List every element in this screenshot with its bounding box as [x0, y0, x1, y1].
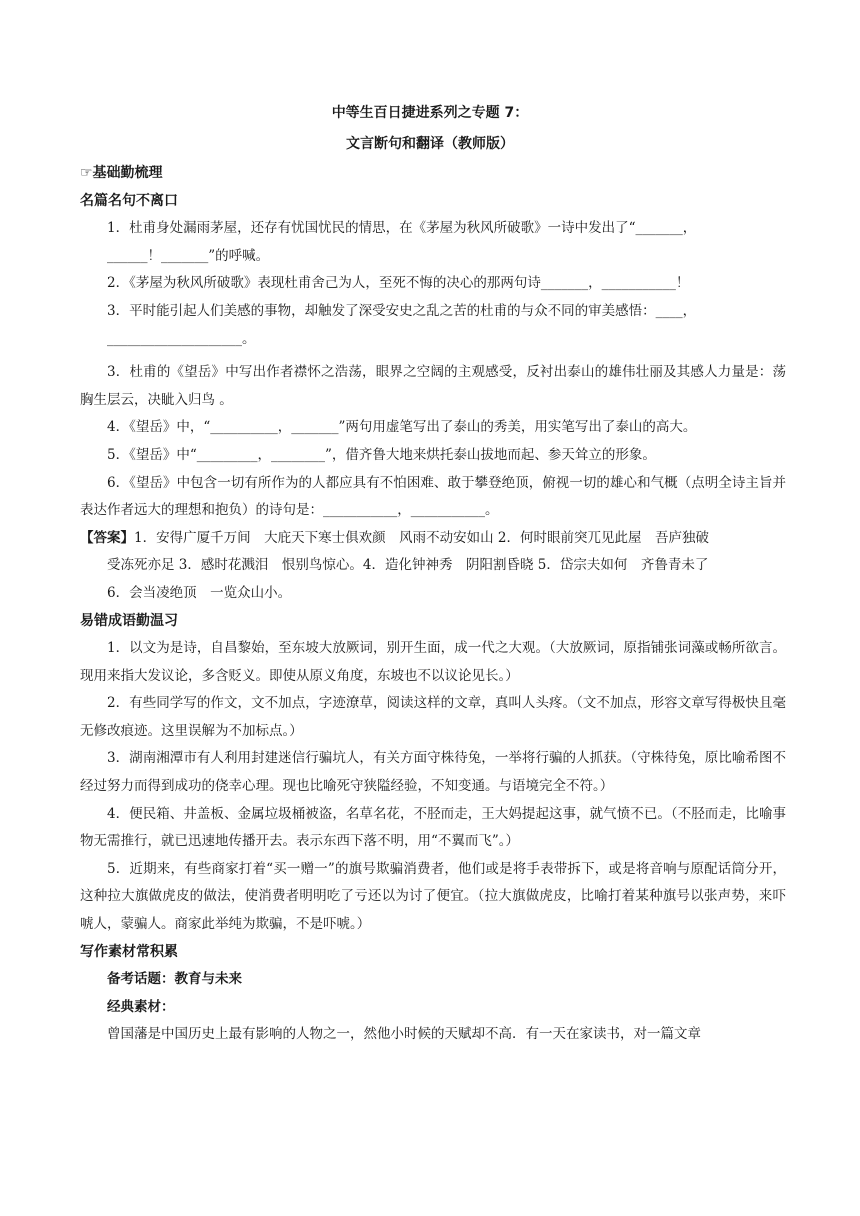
question-3b: 3．杜甫的《望岳》中写出作者襟怀之浩荡，眼界之空阔的主观感受，反衬出泰山的雄伟壮丽及其感人力量是：荡胸生层云，决眦入归鸟 。 — [80, 364, 786, 408]
question-4: 4．《望岳》中，“__________，_______”两句用虚笔写出了泰山的秀美，用实笔写出了泰山的高大。 — [107, 419, 697, 436]
answer-text-1: 1．安得广厦千万间 大庇天下寒士俱欢颜 风雨不动安如山 2．何时眼前突兀见此屋 吾庐独破 — [134, 529, 709, 546]
idiom-item-1: 1．以文为是诗，自昌黎始，至东坡大放厥词，别开生面，成一代之大观。（大放厥词，原指铺张词藻或畅所欲言。现用来指大发议论，多含贬义。即使从原义角度，东坡也不以议论见长。） — [80, 640, 786, 684]
section-heading-famous-lines: 名篇名句不离口 — [80, 192, 178, 209]
question-1-line-2: ______！_______”的呼喊。 — [107, 247, 270, 264]
question-3a-line-1: 3．平时能引起人们美感的事物，却触发了深受安史之乱之苦的杜甫的与众不同的审美感悟：____， — [107, 302, 697, 319]
document-subtitle: 文言断句和翻译（教师版） — [346, 136, 514, 152]
question-2: 2．《茅屋为秋风所破歌》表现杜甫舍己为人，至死不悔的决心的那两句诗_______，___________！ — [107, 275, 690, 292]
document-body — [80, 160, 786, 1049]
answer-label: 【答案】 — [80, 529, 134, 546]
question-1-line-1: 1．杜甫身处漏雨茅屋，还存有忧国忧民的情思，在《茅屋为秋风所破歌》一诗中发出了“_______， — [107, 220, 697, 237]
answer-line-2: 受冻死亦足 3．感时花溅泪 恨别鸟惊心。4．造化钟神秀 阴阳割昏晓 5．岱宗夫如何 齐鲁青未了 — [107, 557, 709, 574]
classic-material-label: 经典素材： — [107, 998, 175, 1015]
question-3a — [80, 298, 786, 353]
idiom-item-4: 4．便民箱、井盖板、金属垃圾桶被盗，名草名花，不胫而走，王大妈提起这事，就气愤不已。（不胫而走，比喻事物无需推行，就已迅速地传播开去。表示东西下落不明，用“不翼而飞”。） — [80, 805, 786, 850]
question-1 — [80, 215, 786, 270]
question-6: 6．《望岳》中包含一切有所作为的人都应具有不怕困难、敢于攀登绝顶，俯视一切的雄心和气概（点明全诗主旨并表达作者远大的理想和抱负）的诗句是：___________，___________。 — [80, 474, 786, 519]
question-3a-line-2: ____________________。 — [107, 330, 256, 347]
idiom-item-3: 3．湖南湘潭市有人利用封建迷信行骗坑人，有关方面守株待兔，一举将行骗的人抓获。（守株待兔，原比喻希图不经过努力而得到成功的侥幸心理。现也比喻死守狭隘经验，不知变通。与语境完全不符。） — [80, 750, 786, 795]
writing-topic: 备考话题：教育与未来 — [107, 971, 242, 988]
classic-material-text: 曾国藩是中国历史上最有影响的人物之一，然他小时候的天赋却不高．有一天在家读书，对一篇文章 — [107, 1026, 701, 1043]
answer-line-1 — [80, 525, 786, 553]
document-title: 中等生百日捷进系列之专题 7： — [331, 105, 529, 121]
idiom-item-5: 5．近期来，有些商家打着“买一赠一”的旗号欺骗消费者，他们或是将手表带拆下，或是将音响与原配话筒分开，这种拉大旗做虎皮的做法，使消费者明明吃了亏还以为讨了便宜。（拉大旗做虎皮，比喻打着某种旗号以张声势，来吓唬人，蒙骗人。商家此举纯为欺骗，不是吓唬。） — [80, 860, 786, 933]
section-heading-writing: 写作素材常积累 — [80, 943, 178, 960]
answer-line-3: 6．会当凌绝顶 一览众山小。 — [107, 584, 292, 601]
question-5: 5．《望岳》中“_________，________”，借齐鲁大地来烘托泰山拔地而起、参天耸立的形象。 — [107, 446, 656, 463]
answer-block — [80, 525, 786, 608]
section-heading-idioms: 易错成语勤温习 — [80, 612, 178, 629]
section-heading-basics: ☞基础勤梳理 — [80, 165, 163, 181]
idiom-item-2: 2．有些同学写的作文，文不加点，字迹潦草，阅读这样的文章，真叫人头疼。（文不加点，形容文章写得极快且毫无修改痕迹。这里误解为不加标点。） — [80, 695, 786, 739]
